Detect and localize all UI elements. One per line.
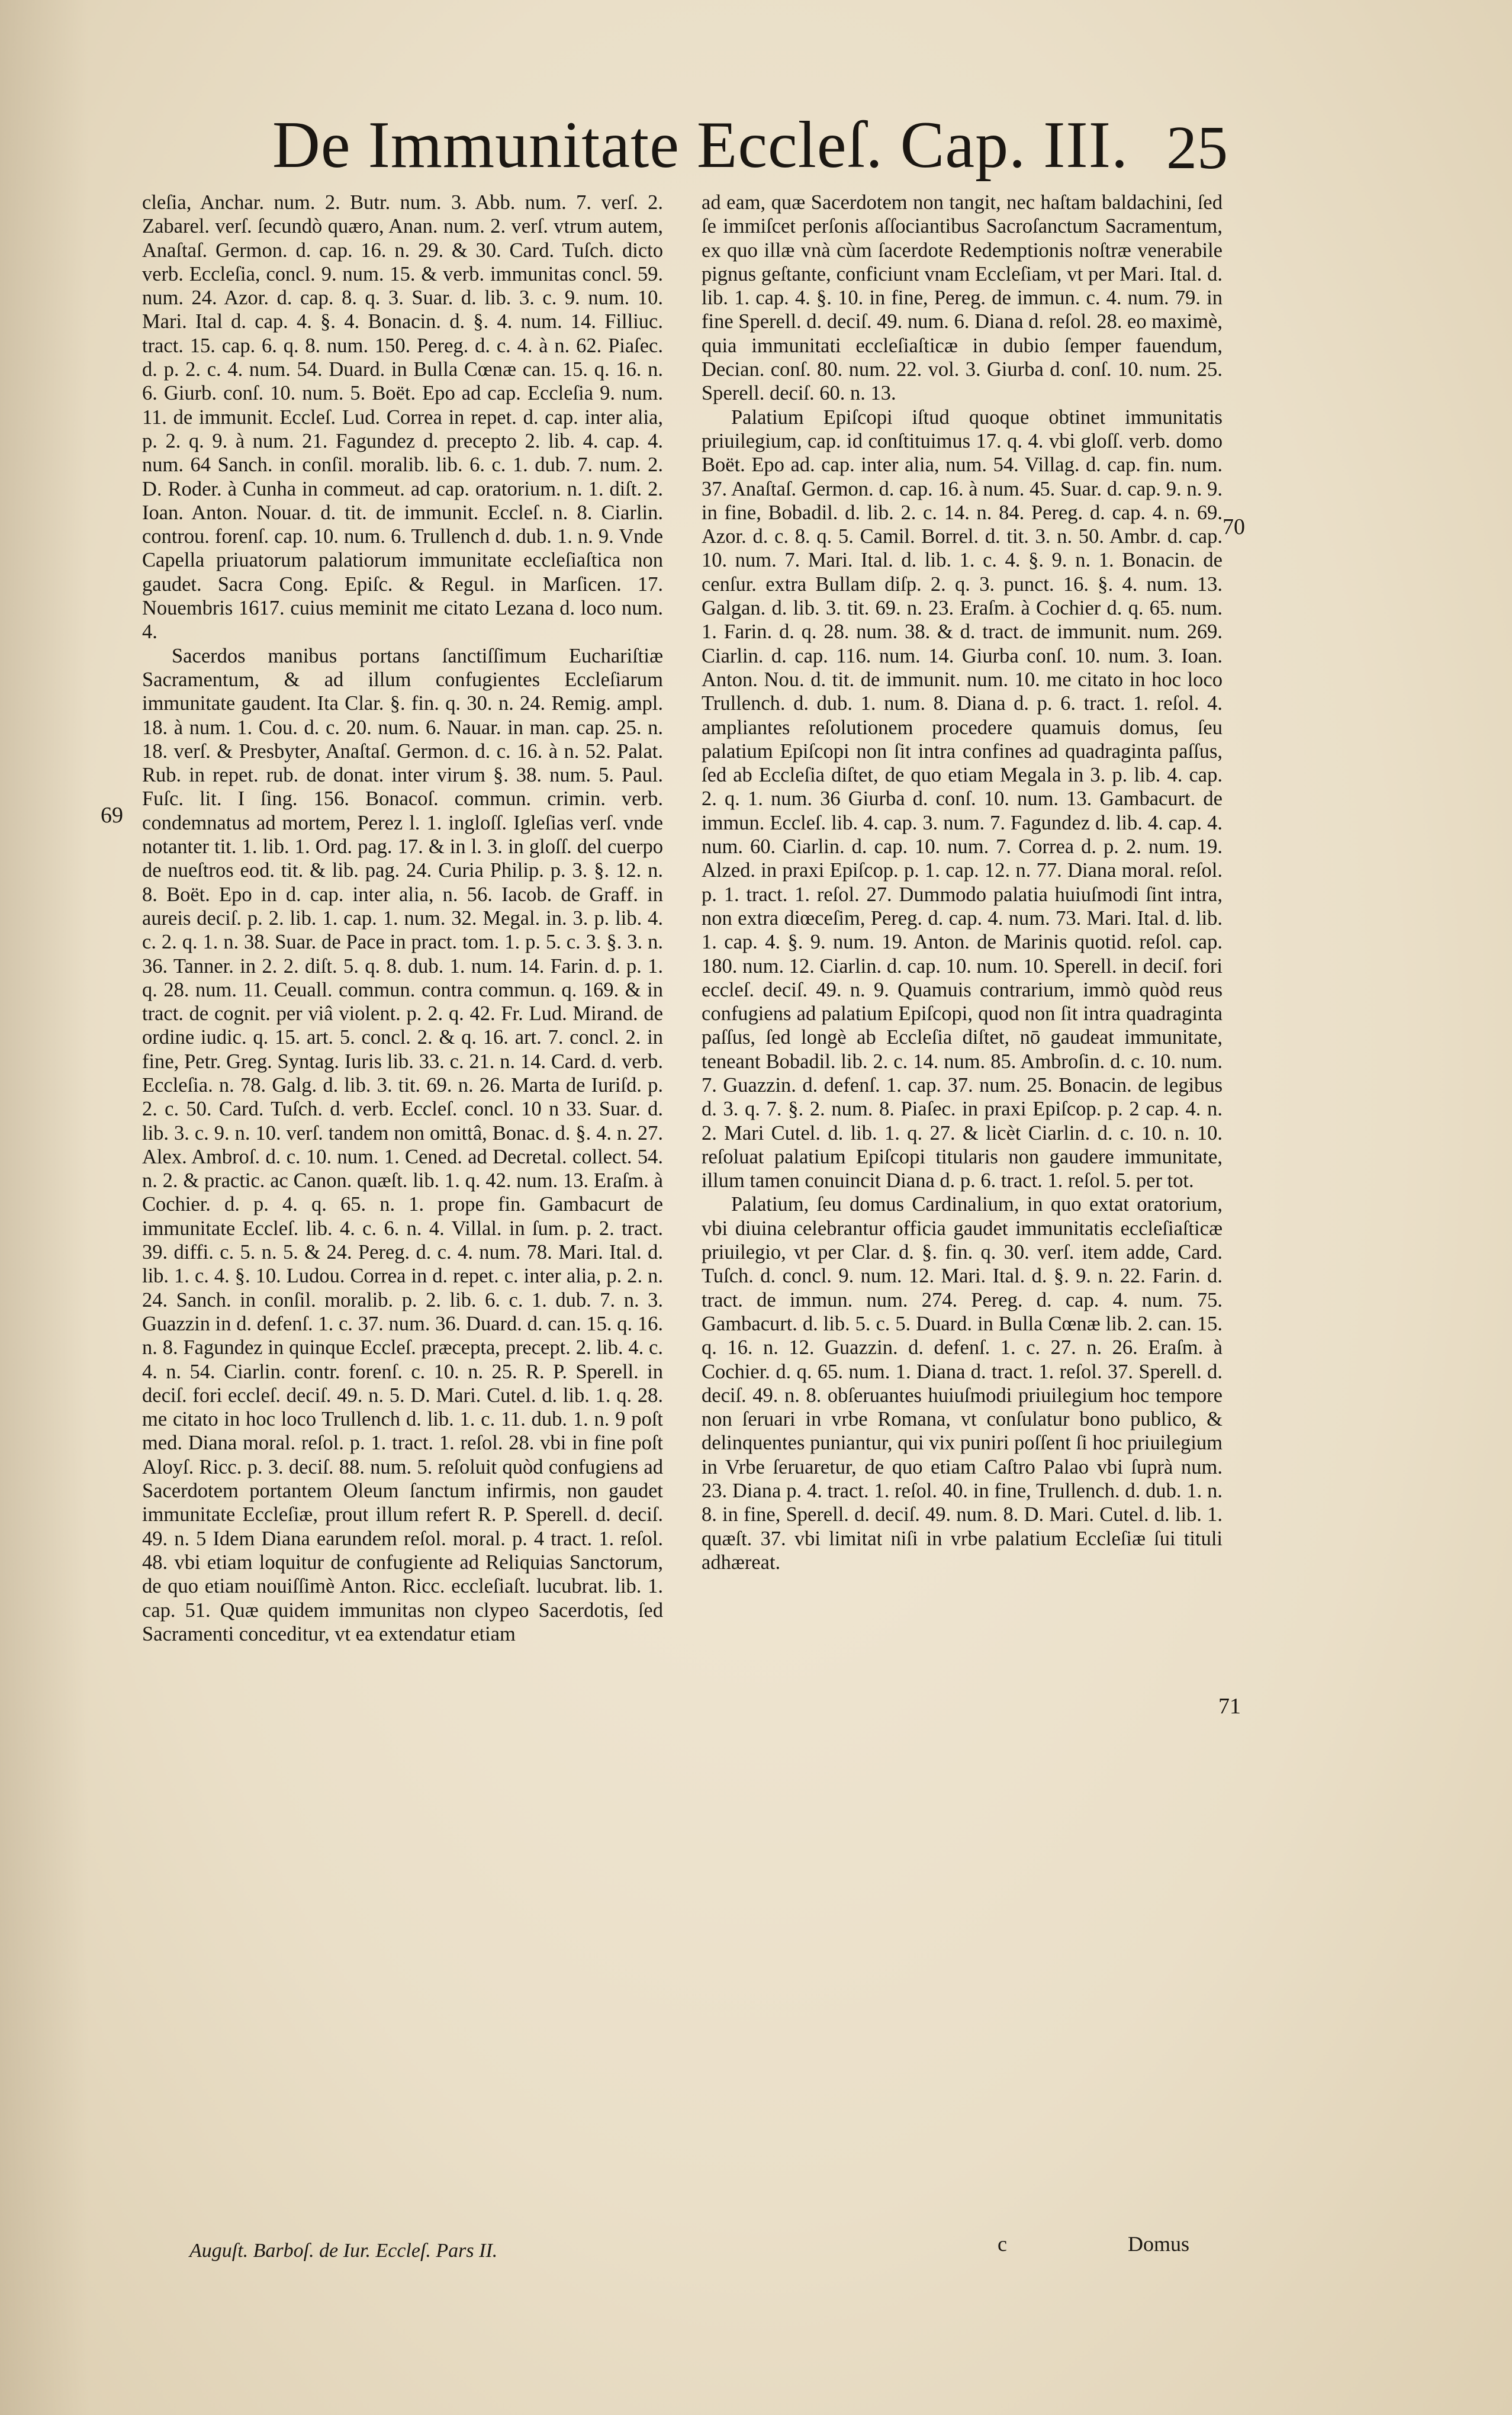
left-paragraph-2: Sacerdos manibus portans ſanctiſſimum Euchariſtiæ Sacramentum, & ad illum confugientes Eccleſiarum immunitate gaudent. Ita Clar. §. fin. q. 30. n. 24. Remig. ampl. 18. à num. 1. Cou. d. c. 20. num. 6. Nauar. in man. cap. 25. n. 18. verſ. & Presbyter, Anaſtaſ. Germon. d. c. 16. à n. 52. Palat. Rub. in repet. rub. de donat. inter virum §. 38. num. 5. Paul. Fuſc. lit. I ſing. 156. Bonacoſ. commun. crimin. verb. condemnatus ad mortem, Perez l. 1. ingloſſ. Igleſias verſ. vnde notanter tit. 1. lib. 1. Ord. pag. 17. & in l. 3. in gloſſ. del cuerpo de nueſtros eod. tit. & lib. pag. 24. Curia Philip. p. 3. §. 12. n. 8. Boët. Epo in d. cap. inter alia, n. 56. Iacob. de Graff. in aureis deciſ. p. 2. lib. 1. cap. 1. num. 32. Megal. in. 3. p. lib. 4. c. 2. q. 1. n. 38. Suar. de Pace in pract. tom. 1. p. 5. c. 3. §. 3. n. 36. Tanner. in 2. 2. diſt. 5. q. 8. dub. 1. num. 14. Farin. d. p. 1. q. 28. num. 11. Ceuall. commun. contra commun. q. 169. & in tract. de cognit. per viâ violent. p. 2. q. 42. Fr. Lud. Mirand. de ordine iudic. q. 15. art. 5. concl. 2. & q. 16. art. 7. concl. 2. in fine, Petr. Greg. Syntag. Iuris lib. 33. c. 21. n. 14. Card. d. verb. Eccleſia. n. 78. Galg. d. lib. 3. tit. 69. n. 26. Marta de Iuriſd. p. 2. c. 50. Card. Tuſch. d. verb. Eccleſ. concl. 10 n 33. Suar. d. lib. 3. c. 9. n. 10. verſ. tandem non omittâ, Bonac. d. §. 4. n. 27. Alex. Ambroſ. d. c. 10. num. 1. Cened. ad Decretal. collect. 54. n. 2. & practic. ac Canon. quæſt. lib. 1. q. 42. num. 13. Eraſm. à Cochier. d. p. 4. q. 65. n. 1. prope fin. Gambacurt de immunitate Eccleſ. lib. 4. c. 6. n. 4. Villal. in ſum. p. 2. tract. 39. diffi. c. 5. n. 5. & 24. Pereg. d. c. 4. num. 78. Mari. Ital. d. lib. 1. c. 4. §. 10. Ludou. Correa in d. repet. c. inter alia, p. 2. n. 24. Sanch. in conſil. moralib. p. 2. lib. 6. c. 1. dub. 7. n. 3. Guazzin in d. defenſ. 1. c. 37. num. 36. Duard. d. can. 15. q. 16. n. 8. Fagundez in quinque Eccleſ. præcepta, precept. 2. lib. 4. c. 4. n. 54. Ciarlin. contr. forenſ. c. 10. n. 25. R. P. Sperell. in deciſ. fori eccleſ. deciſ. 49. n. 5. D. Mari. Cutel. d. lib. 1. q. 28. me citato in hoc loco Trullench d. lib. 1. c. 11. dub. 1. n. 9 poſt med. Diana moral. reſol. p. 1. tract. 1. reſol. 28. vbi in fine poſt Aloyſ. Ricc. p. 3. deciſ. 88. num. 5. reſoluit quòd confugiens ad Sacerdotem portantem Oleum ſanctum infirmis, non gaudet immunitate Eccleſiæ, prout illum refert R. P. Sperell. d. deciſ. 49. n. 5 Idem Diana earundem reſol. moral. p. 4 tract. 1. reſol. 48. vbi etiam loquitur de confugiente ad Reliquias Sanctorum, de quo etiam nouiſſimè Anton. Ricc. eccleſiaſt. lucubrat. lib. 1. cap. 51. Quæ quidem immunitas non clypeo Sacerdotis, ſed Sacramenti conceditur, vt ea extendatur etiam [142,644,663,1645]
right-paragraph-2: Palatium Epiſcopi iſtud quoque obtinet immunitatis priuilegium, cap. id conſtituimus 17. q. 4. vbi gloſſ. verb. domo Boët. Epo ad. cap. inter alia, num. 54. Villag. d. cap. fin. num. 37. Anaſtaſ. Germon. d. cap. 16. à num. 45. Suar. d. cap. 9. n. 9. in fine, Bobadil. d. lib. 2. c. 14. n. 84. Pereg. d. cap. 4. n. 69. Azor. d. c. 8. q. 5. Camil. Borrel. d. tit. 3. n. 50. Ambr. d. cap. 10. num. 7. Mari. Ital. d. lib. 1. c. 4. §. 9. n. 1. Bonacin. de cenſur. extra Bullam diſp. 2. q. 3. punct. 16. §. 4. num. 13. Galgan. d. lib. 3. tit. 69. n. 23. Eraſm. à Cochier d. q. 65. num. 1. Farin. d. q. 28. num. 38. & d. tract. de immunit. num. 269. Ciarlin. d. cap. 116. num. 14. Giurba conſ. 10. num. 3. Ioan. Anton. Nou. d. tit. de immunit. num. 10. me citato in hoc loco Trullench. d. dub. 1. num. 8. Diana d. p. 6. tract. 1. reſol. 4. ampliantes reſolutionem procedere quamuis domus, ſeu palatium Epiſcopi non ſit intra confines ad quadraginta paſſus, ſed ab Eccleſia diſtet, de quo etiam Megala in 3. p. lib. 4. cap. 2. q. 1. num. 36 Giurba d. conſ. 10. num. 13. Gambacurt. de immun. Eccleſ. lib. 4. cap. 3. num. 7. Fagundez d. lib. 4. cap. 4. num. 60. Ciarlin. d. cap. 10. num. 7. Correa d. p. 2. num. 19. Alzed. in praxi Epiſcop. p. 1. cap. 12. n. 77. Diana moral. reſol. p. 1. tract. 1. reſol. 27. Dummodo palatia huiuſmodi ſint intra, non extra diœceſim, Pereg. d. cap. 4. num. 73. Mari. Ital. d. lib. 1. cap. 4. §. 9. num. 19. Anton. de Marinis quotid. reſol. cap. 180. num. 12. Ciarlin. d. cap. 10. num. 10. Sperell. in deciſ. fori eccleſ. deciſ. 49. n. 9. Quamuis contrarium, immò quòd reus confugiens ad palatium Epiſcopi, quod non ſit intra quadraginta paſſus, ſed longè ab Eccleſia diſtet, nō gaudeat immunitate, teneant Bobadil. lib. 2. c. 14. num. 85. Ambroſin. d. c. 10. num. 7. Guazzin. d. defenſ. 1. cap. 37. num. 25. Bonacin. de legibus d. 3. q. 7. §. 2. num. 8. Piaſec. in praxi Epiſcop. p. 2 cap. 4. n. 2. Mari Cutel. d. lib. 1. q. 27. & licèt Ciarlin. d. c. 10. n. 10. reſoluat palatium Epiſcopi titularis non gaudere immunitate, illum tamen conuincit Diana d. p. 6. tract. 1. reſol. 5. per tot. [702,406,1223,1192]
right-paragraph-1: ad eam, quæ Sacerdotem non tangit, nec haſtam baldachini, ſed ſe immiſcet perſonis aſſociantibus Sacroſanctum Sacramentum, ex quo illæ vnà cùm ſacerdote Redemptionis noſtræ venerabile pignus geſtante, conficiunt vnam Eccleſiam, vt per Mari. Ital. d. lib. 1. cap. 4. §. 10. in fine, Pereg. de immun. c. 4. num. 79. in fine Sperell. d. deciſ. 49. num. 6. Diana d. reſol. 28. eo maximè, quia immunitati eccleſiaſticæ in dubio ſemper fauendum, Decian. conſ. 80. num. 22. vol. 3. Giurba d. conſ. 10. num. 25. Sperell. deciſ. 60. n. 13. [702,191,1223,405]
margin-number-69: 69 [101,803,123,828]
right-paragraph-3: Palatium, ſeu domus Cardinalium, in quo extat oratorium, vbi diuina celebrantur officia gaudet immunitatis eccleſiaſticæ priuilegio, vt per Clar. d. §. fin. q. 30. verſ. item adde, Card. Tuſch. d. concl. 9. num. 12. Mari. Ital. d. §. 9. n. 22. Farin. d. tract. de immun. num. 274. Pereg. d. cap. 4. num. 75. Gambacurt. d. lib. 5. c. 5. Duard. in Bulla Cœnæ lib. 2. can. 15. q. 16. n. 12. Guazzin. d. defenſ. 1. c. 27. n. 26. Eraſm. à Cochier. d. q. 65. num. 1. Diana d. tract. 1. reſol. 37. Sperell. d. deciſ. 49. n. 8. obſeruantes huiuſmodi priuilegium hoc tempore non ſeruari in vrbe Romana, vt conſulatur bono publico, & delinquentes puniantur, qui vix puniri poſſent ſi hoc priuilegium in Vrbe ſeruaretur, de quo etiam Caſtro Palao vbi ſuprà num. 23. Diana p. 4. tract. 1. reſol. 40. in fine, Trullench. d. dub. 1. n. 8. in fine, Sperell. d. deciſ. 49. num. 8. D. Mari. Cutel. d. lib. 1. quæſt. 37. vbi limitat niſi in vrbe palatium Eccleſiæ ſui tituli adhæreat. [702,1193,1223,1574]
left-column [142,191,663,2263]
margin-number-70: 70 [1223,514,1245,539]
catchword: Domus [1128,2232,1190,2256]
author-signature-line: Auguſt. Barboſ. de Iur. Eccleſ. Pars II. [189,2240,498,2262]
right-column [702,191,1223,2215]
running-title: De Immunitate Eccleſ. Cap. III. [272,108,1128,182]
signature-mark: c [998,2232,1007,2256]
page-number: 25 [1166,114,1228,182]
margin-number-71: 71 [1218,1694,1241,1719]
gutter-shadow [0,0,89,2415]
left-paragraph-1: cleſia, Anchar. num. 2. Butr. num. 3. Abb. num. 7. verſ. 2. Zabarel. verſ. ſecundò quæro, Anan. num. 2. verſ. vtrum autem, Anaſtaſ. Germon. d. cap. 16. n. 29. & 30. Card. Tuſch. dicto verb. Eccleſia, concl. 9. num. 15. & verb. immunitas concl. 59. num. 24. Azor. d. cap. 8. q. 3. Suar. d. lib. 3. c. 9. num. 10. Mari. Ital d. cap. 4. §. 4. Bonacin. d. §. 4. num. 14. Filliuc. tract. 15. cap. 6. q. 8. num. 150. Pereg. d. c. 4. à n. 62. Piaſec. d. p. 2. c. 4. num. 54. Duard. in Bulla Cœnæ can. 15. q. 16. n. 6. Giurb. conſ. 10. num. 5. Boët. Epo ad cap. Eccleſia 9. num. 11. de immunit. Eccleſ. Lud. Correa in repet. d. cap. inter alia, p. 2. q. 9. à num. 21. Fagundez d. precepto 2. lib. 4. cap. 4. num. 64 Sanch. in conſil. moralib. lib. 6. c. 1. dub. 7. num. 2. D. Roder. à Cunha in commeut. ad cap. oratorium. n. 1. diſt. 2. Ioan. Anton. Nouar. d. tit. de immunit. Eccleſ. n. 8. Ciarlin. controu. forenſ. cap. 10. num. 6. Trullench d. dub. 1. n. 9. Vnde Capella priuatorum palatiorum immunitate eccleſiaſtica non gaudet. Sacra Cong. Epiſc. & Regul. in Marſicen. 17. Nouembris 1617. cuius meminit me citato Lezana d. loco num. 4. [142,191,663,644]
